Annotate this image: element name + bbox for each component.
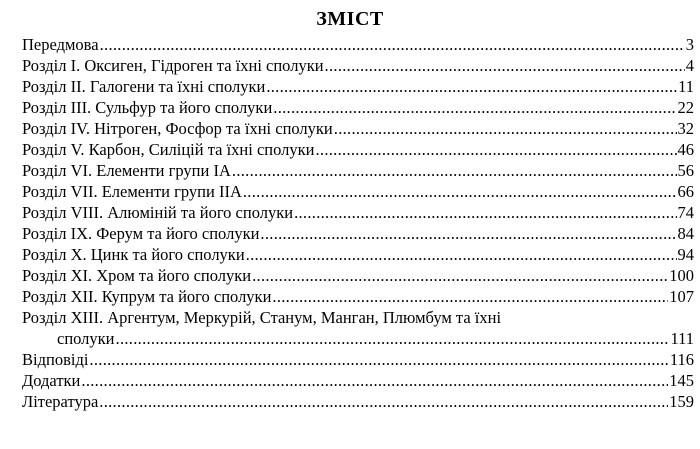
toc-entry-label: Розділ VІІІ. Алюміній та його сполуки <box>22 203 294 222</box>
dot-leader <box>334 118 677 139</box>
toc-entry-section-2 <box>22 76 694 97</box>
toc-entry-page: 145 <box>669 371 694 390</box>
dot-leader <box>246 244 677 265</box>
toc-entry-page: 46 <box>677 140 694 159</box>
toc-entry-page: 84 <box>677 224 694 243</box>
dot-leader <box>273 97 676 118</box>
toc-entry-label: Розділ ІХ. Ферум та його сполуки <box>22 224 260 243</box>
toc-entry-label: Розділ IV. Нітроген, Фосфор та їхні сполуки <box>22 119 333 138</box>
toc-entry-page: 3 <box>685 35 694 54</box>
toc-entry-label: Відповіді <box>22 350 89 369</box>
toc-entry-label: Передмова <box>22 35 99 54</box>
toc-entry-section-5 <box>22 139 694 160</box>
toc-entry-section-13 <box>22 307 694 349</box>
toc-entry-label: Розділ ХІ. Хром та його сполуки <box>22 266 252 285</box>
toc-entry-label: Розділ Х. Цинк та його сполуки <box>22 245 245 264</box>
dot-leader <box>252 265 668 286</box>
toc-entry-second-line <box>22 328 694 349</box>
toc-entry-label: Розділ ХІІ. Купрум та його сполуки <box>22 287 272 306</box>
toc-entry-page: 111 <box>670 329 694 348</box>
toc-entry-appendices <box>22 370 694 391</box>
toc-entry-label: Розділ ІІ. Галогени та їхні сполуки <box>22 77 266 96</box>
dot-leader <box>272 286 668 307</box>
toc-entry-label-line2: сполуки <box>57 329 115 348</box>
toc-entry-page: 11 <box>678 77 694 96</box>
dot-leader <box>260 223 676 244</box>
toc-entry-page: 56 <box>677 161 694 180</box>
toc-entry-references <box>22 391 694 412</box>
toc-entry-page: 4 <box>685 56 694 75</box>
toc-entry-section-11 <box>22 265 694 286</box>
dot-leader <box>116 328 670 349</box>
dot-leader <box>243 181 677 202</box>
toc-entry-section-8 <box>22 202 694 223</box>
toc-entry-section-12 <box>22 286 694 307</box>
toc-entry-label: Розділ VI. Елементи групи ІА <box>22 161 231 180</box>
toc-entry-section-1 <box>22 55 694 76</box>
toc-entry-preface <box>22 34 694 55</box>
toc-entry-label: Розділ ІІІ. Сульфур та його сполуки <box>22 98 273 117</box>
toc-entry-page: 22 <box>677 98 694 117</box>
toc-entry-page: 100 <box>669 266 694 285</box>
page-title: ЗМІСТ <box>316 8 384 30</box>
toc-entry-page: 32 <box>677 119 694 138</box>
toc-entry-label: Література <box>22 392 99 411</box>
toc-entry-label-line1: Розділ ХІІІ. Аргентум, Меркурій, Станум, Манган, Плюмбум та їхні <box>22 308 502 327</box>
toc-entry-section-3 <box>22 97 694 118</box>
toc-entry-section-9 <box>22 223 694 244</box>
toc-entry-label: Розділ І. Оксиген, Гідроген та їхні сполуки <box>22 56 324 75</box>
toc-entry-label: Розділ V. Карбон, Силіцій та їхні сполуки <box>22 140 315 159</box>
dot-leader <box>99 391 668 412</box>
dot-leader <box>294 202 676 223</box>
toc-entry-page: 159 <box>669 392 694 411</box>
toc-entry-section-7 <box>22 181 694 202</box>
table-of-contents <box>22 34 694 412</box>
dot-leader <box>232 160 677 181</box>
toc-entry-label: Розділ VІІ. Елементи групи ІІА <box>22 182 242 201</box>
toc-entry-section-4 <box>22 118 694 139</box>
dot-leader <box>100 34 685 55</box>
toc-entry-label: Додатки <box>22 371 81 390</box>
toc-entry-section-10 <box>22 244 694 265</box>
dot-leader <box>81 370 668 391</box>
toc-entry-page: 74 <box>677 203 694 222</box>
dot-leader <box>89 349 668 370</box>
toc-entry-answers <box>22 349 694 370</box>
dot-leader <box>325 55 685 76</box>
toc-entry-page: 94 <box>677 245 694 264</box>
toc-entry-section-6 <box>22 160 694 181</box>
toc-entry-page: 116 <box>669 350 694 369</box>
dot-leader <box>266 76 677 97</box>
toc-entry-page: 66 <box>677 182 694 201</box>
dot-leader <box>315 139 676 160</box>
toc-entry-page: 107 <box>669 287 694 306</box>
